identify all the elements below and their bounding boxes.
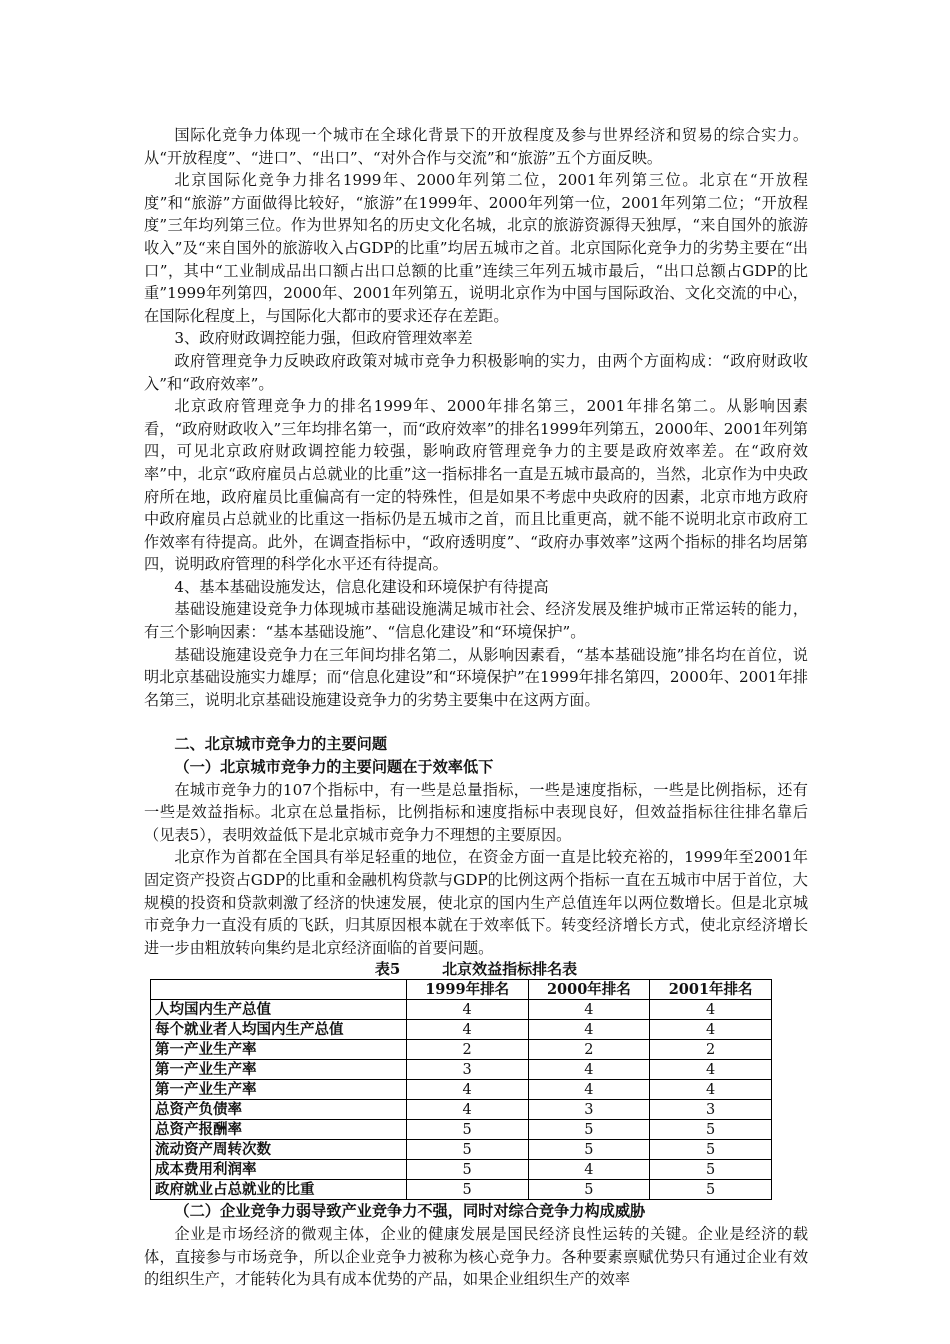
rank-cell: 5 [650,1160,772,1180]
section-gap [144,711,808,733]
rank-cell: 4 [650,1060,772,1080]
paragraph: 政府管理竞争力反映政府政策对城市竞争力积极影响的实力，由两个方面构成：“政府财政收入”和“政府效率”。 [144,351,808,393]
table-header-cell: 2001年排名 [650,980,772,1000]
rank-cell: 4 [406,1020,528,1040]
efficiency-ranking-table [150,979,772,1200]
rank-cell: 5 [406,1140,528,1160]
table-row [151,1000,772,1020]
rank-cell: 4 [528,1000,650,1020]
rank-cell: 4 [650,1020,772,1040]
indicator-name-cell: 总资产负债率 [151,1100,407,1120]
rank-cell: 5 [650,1180,772,1200]
paragraph: 基础设施建设竞争力在三年间均排名第二，从影响因素看，“基本基础设施”排名均在首位，说明北京基础设施实力雄厚；而“信息化建设”和“环境保护”在1999年排名第四，2000年、2001年排名第三，说明北京基础设施建设竞争力的劣势主要集中在这两方面。 [144,645,808,709]
rank-cell: 2 [406,1040,528,1060]
table-header-cell: 1999年排名 [406,980,528,1000]
rank-cell: 3 [528,1100,650,1120]
rank-cell: 4 [406,1000,528,1020]
table-row [151,1140,772,1160]
table-row [151,1080,772,1100]
paragraph: 北京政府管理竞争力的排名1999年、2000年排名第三，2001年排名第二。从影响因素看，“政府财政收入”三年均排名第一，而“政府效率”的排名1999年列第五，2000年、2001年列第四，可见北京政府财政调控能力较强，影响政府管理竞争力的主要是政府效率差。在“政府效率”中，北京“政府雇员占总就业的比重”这一指标排名一直是五城市最高的，当然，北京作为中央政府所在地，政府雇员比重偏高有一定的特殊性，但是如果不考虑中央政府的因素，北京市地方政府中政府雇员占总就业的比重这一指标仍是五城市之首，而且比重更高，就不能不说明北京市政府工作效率有待提高。此外，在调查指标中，“政府透明度”、“政府办事效率”这两个指标的排名均居第四，说明政府管理的科学化水平还有待提高。 [144,397,808,574]
indicator-name-cell: 第一产业生产率 [151,1060,407,1080]
paragraph: 企业是市场经济的微观主体，企业的健康发展是国民经济良性运转的关键。企业是经济的载体，直接参与市场竞争，所以企业竞争力被称为核心竞争力。各种要素禀赋优势只有通过企业有效的组织生产，才能转化为具有成本优势的产品，如果企业组织生产的效率 [144,1224,808,1289]
rank-cell: 2 [528,1040,650,1060]
rank-cell: 4 [528,1160,650,1180]
rank-cell: 5 [650,1120,772,1140]
rank-cell: 5 [406,1180,528,1200]
paragraph: 在城市竞争力的107个指标中，有一些是总量指标，一些是速度指标，一些是比例指标，还有一些是效益指标。北京在总量指标，比例指标和速度指标中表现良好，但效益指标往往排名靠后（见表5），表明效益低下是北京城市竞争力不理想的主要原因。 [144,780,808,844]
document-page [144,124,808,1291]
rank-cell: 3 [650,1100,772,1120]
table-row [151,1040,772,1060]
table-header-cell: 2000年排名 [528,980,650,1000]
indicator-name-cell: 流动资产周转次数 [151,1140,407,1160]
section-title: 二、北京城市竞争力的主要问题 [174,735,388,754]
rank-cell: 5 [528,1120,650,1140]
rank-cell: 4 [650,1080,772,1100]
subsection-title-1: （一）北京城市竞争力的主要问题在于效率低下 [174,758,494,777]
table-row [151,1100,772,1120]
table-header-cell [151,980,407,1000]
table-row [151,1180,772,1200]
table-row [151,1060,772,1080]
table-header-row [151,980,772,1000]
rank-cell: 5 [650,1140,772,1160]
table-body [151,1000,772,1200]
table-row [151,1020,772,1040]
rank-cell: 4 [650,1000,772,1020]
rank-cell: 4 [406,1080,528,1100]
indicator-name-cell: 每个就业者人均国内生产总值 [151,1020,407,1040]
rank-cell: 4 [528,1060,650,1080]
rank-cell: 5 [528,1140,650,1160]
indicator-name-cell: 第一产业生产率 [151,1080,407,1100]
rank-cell: 5 [406,1120,528,1140]
indicator-name-cell: 人均国内生产总值 [151,1000,407,1020]
indicator-name-cell: 总资产报酬率 [151,1120,407,1140]
table-caption-label: 表5 [374,960,401,979]
indicator-name-cell: 政府就业占总就业的比重 [151,1180,407,1200]
rank-cell: 4 [528,1080,650,1100]
rank-cell: 4 [528,1020,650,1040]
subheading: 3、政府财政调控能力强，但政府管理效率差 [174,329,473,348]
paragraph: 国际化竞争力体现一个城市在全球化背景下的开放程度及参与世界经济和贸易的综合实力。从“开放程度”、“进口”、“出口”、“对外合作与交流”和“旅游”五个方面反映。 [144,126,808,167]
bottom-paragraphs [144,1223,808,1291]
rank-cell: 5 [528,1180,650,1200]
indicator-name-cell: 成本费用利润率 [151,1160,407,1180]
table-caption-title: 北京效益指标排名表 [442,960,578,979]
paragraph: 北京作为首都在全国具有举足轻重的地位，在资金方面一直是比较充裕的，1999年至2001年固定资产投资占GDP的比重和金融机构贷款与GDP的比例这两个指标一直在五城市中居于首位，大规模的投资和贷款刺激了经济的快速发展，使北京的国内生产总值连年以两位数增长。但是北京城市竞争力一直没有质的飞跃，归其原因根本就在于效率低下。转变经济增长方式，使北京经济增长进一步由粗放转向集约是北京经济面临的首要问题。 [144,848,808,957]
table-row [151,1120,772,1140]
paragraph: 基础设施建设竞争力体现城市基础设施满足城市社会、经济发展及维护城市正常运转的能力，有三个影响因素：“基本基础设施”、“信息化建设”和“环境保护”。 [144,600,808,642]
mid-paragraphs [144,779,808,960]
table-caption [144,959,808,979]
table-row [151,1160,772,1180]
rank-cell: 2 [650,1040,772,1060]
subsection-title-2: （二）企业竞争力弱导致产业竞争力不强，同时对综合竞争力构成威胁 [174,1202,646,1221]
subheading: 4、基本基础设施发达，信息化建设和环境保护有待提高 [174,577,549,596]
rank-cell: 4 [406,1100,528,1120]
indicator-name-cell: 第一产业生产率 [151,1040,407,1060]
paragraph: 北京国际化竞争力排名1999年、2000年列第二位，2001年列第三位。北京在“开放程度”和“旅游”方面做得比较好，“旅游”在1999年、2000年列第一位，2001年列第二位；“开放程度”三年均列第三位。作为世界知名的历史文化名城，北京的旅游资源得天独厚，“来自国外的旅游收入”及“来自国外的旅游收入占GDP的比重”均居五城市之首。北京国际化竞争力的劣势主要在“出口”，其中“工业制成品出口额占出口总额的比重”连续三年列五城市最后，“出口总额占GDP的比重”1999年列第四，2000年、2001年列第五，说明北京作为中国与国际政治、文化交流的中心，在国际化程度上，与国际化大都市的要求还存在差距。 [144,171,808,325]
rank-cell: 5 [406,1160,528,1180]
top-paragraphs [144,124,808,711]
rank-cell: 3 [406,1060,528,1080]
